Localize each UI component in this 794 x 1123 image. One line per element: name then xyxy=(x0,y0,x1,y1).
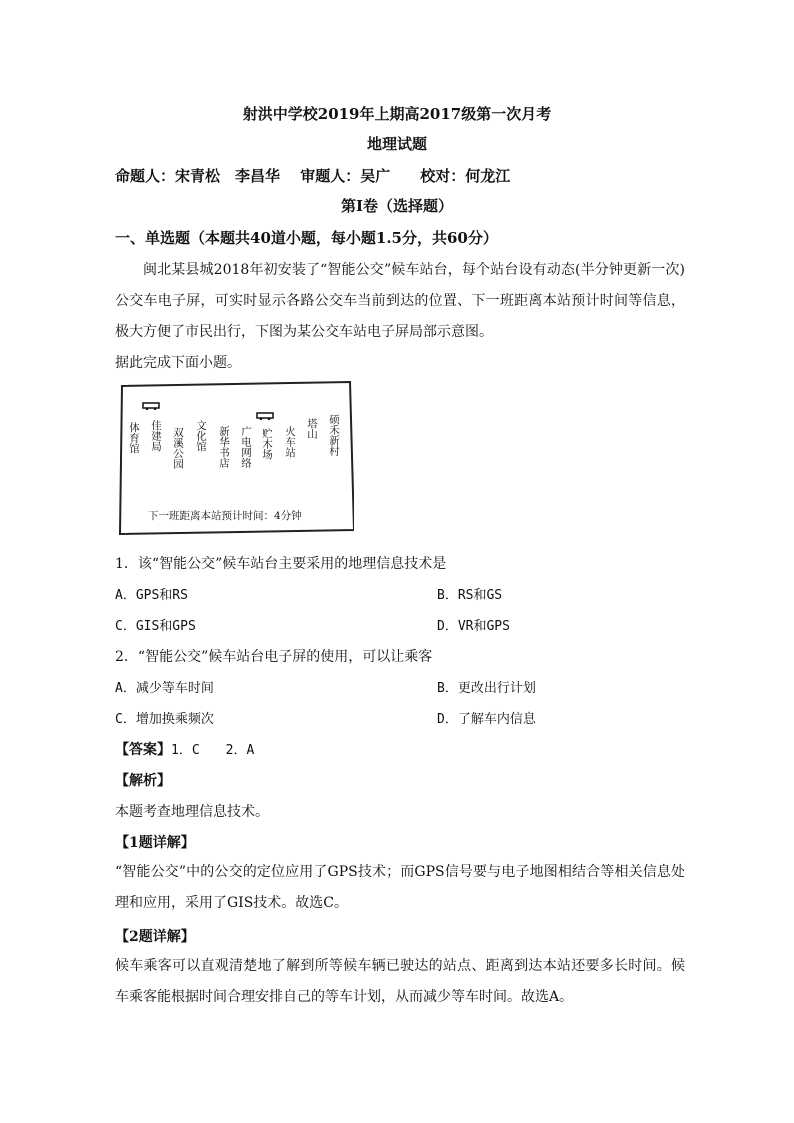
question-1-option-a: A．GPS和RS xyxy=(115,588,188,603)
stop-label: 文化馆 xyxy=(195,420,207,452)
analysis-label: 【解析】 xyxy=(115,773,171,789)
stop-label: 塔山 xyxy=(306,418,318,439)
detail-2-text: 候车乘客可以直观清楚地了解到所等候车辆已驶达的站点、距离到达本站还要多长时间。候车乘客能根据时间合理安排自己的等车计划，从而减少等车时间。故选A。 xyxy=(115,958,685,1005)
question-2-option-c: C．增加换乘频次 xyxy=(115,712,214,727)
intro-paragraph: 闽北某县城2018年初安装了“智能公交”候车站台，每个站台设有动态(半分钟更新一次)公交车电子屏，可实时显示各路公交车当前到达的位置、下一班距离本站预计时间等信息，极大方便了市民出行，下图为某公交车站电子屏局部示意图。 xyxy=(115,262,685,340)
volume-heading: 第Ⅰ卷（选择题） xyxy=(340,197,454,215)
detail-1-text: “智能公交”中的公交的定位应用了GPS技术；而GPS信号要与电子地图相结合等相关信息处理和应用，采用了GIS技术。故选C。 xyxy=(115,864,685,911)
stop-label: 体育馆 xyxy=(128,422,140,454)
stop-label: 广电网络 xyxy=(240,426,252,468)
exam-title: 射洪中学校2019年上期高2017级第一次月考 xyxy=(242,105,552,123)
question-2-option-d: D．了解车内信息 xyxy=(437,712,536,727)
question-2-option-b: B．更改出行计划 xyxy=(437,681,536,696)
detail-2-label: 【2题详解】 xyxy=(115,929,195,945)
bus-icon xyxy=(256,412,274,420)
stop-label: 新华书店 xyxy=(218,426,230,468)
stop-label: 火车站 xyxy=(284,426,296,458)
question-1-option-b: B．RS和GS xyxy=(437,588,503,603)
authors-line: 命题人：宋青松 李昌华 审题人：吴广 校对：何龙江 xyxy=(115,167,511,185)
answer-label: 【答案】 xyxy=(115,742,171,758)
question-1-option-d: D．VR和GPS xyxy=(437,619,510,634)
intro-lead: 据此完成下面小题。 xyxy=(115,355,241,371)
analysis-text: 本题考查地理信息技术。 xyxy=(115,804,269,820)
question-1-option-c: C．GIS和GPS xyxy=(115,619,196,634)
stop-label: 贮木场 xyxy=(261,428,273,460)
exam-subtitle: 地理试题 xyxy=(366,135,427,153)
stop-label: 佳建局 xyxy=(150,420,162,452)
bus-screen-figure xyxy=(118,380,354,536)
stop-label: 硕禾新村 xyxy=(328,414,340,456)
stop-label: 双溪公园 xyxy=(172,427,184,469)
answer-line xyxy=(115,739,254,759)
answer-text: 1．C 2．A xyxy=(171,743,255,758)
question-1-stem: 1．该“智能公交”候车站台主要采用的地理信息技术是 xyxy=(115,556,447,572)
section-heading: 一、单选题（本题共40道小题，每小题1.5分，共60分） xyxy=(115,229,498,247)
eta-caption: 下一班距离本站预计时间：4分钟 xyxy=(148,510,302,522)
question-2-stem: 2．“智能公交”候车站台电子屏的使用，可以让乘客 xyxy=(115,649,433,665)
detail-1-label: 【1题详解】 xyxy=(115,835,195,851)
bus-icon xyxy=(142,402,160,410)
question-2-option-a: A．减少等车时间 xyxy=(115,681,214,696)
